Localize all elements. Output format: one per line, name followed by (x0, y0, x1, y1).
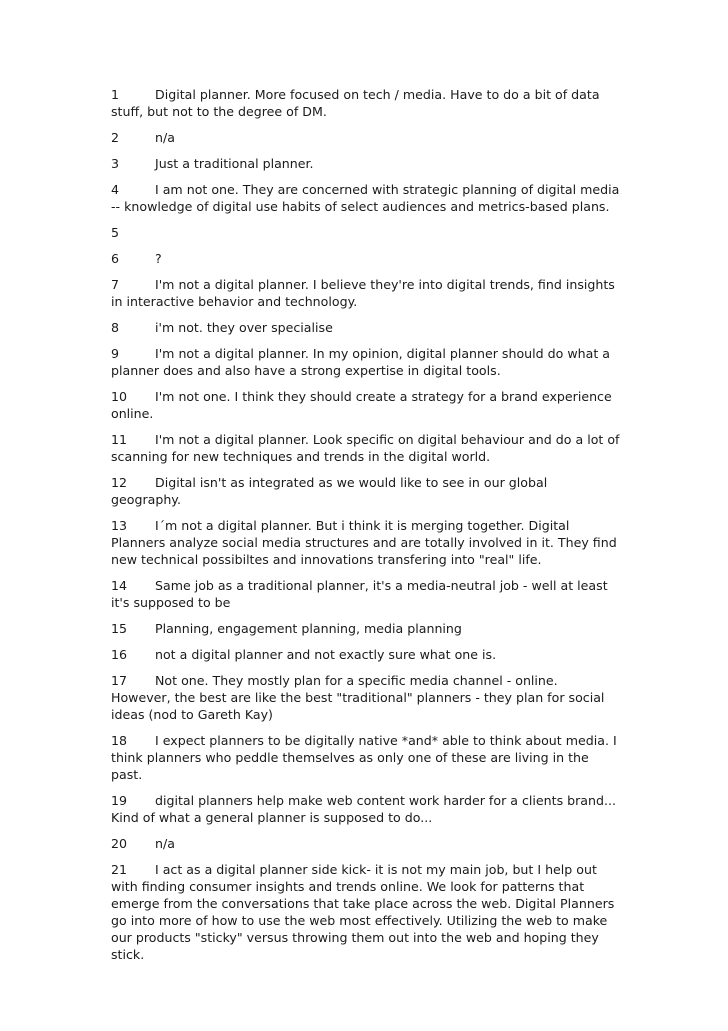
response-number: 16 (111, 647, 128, 662)
response-number: 10 (111, 389, 128, 404)
response-number: 19 (111, 793, 128, 808)
response-entry (111, 155, 621, 172)
response-text: Digital isn't as integrated as we would like to see in our global geography. (111, 475, 548, 507)
response-text: I'm not a digital planner. I believe they're into digital trends, find insights in interactive behavior and technology. (111, 277, 615, 309)
response-text: not a digital planner and not exactly sure what one is. (155, 647, 497, 662)
response-number: 14 (111, 578, 128, 593)
response-text: Just a traditional planner. (155, 156, 314, 171)
response-text: I am not one. They are concerned with strategic planning of digital media -- knowledge of digital use habits of select audiences and metrics-based plans. (111, 182, 620, 214)
response-number: 6 (111, 251, 120, 266)
response-entry (111, 792, 621, 826)
response-number: 4 (111, 182, 120, 197)
response-entry (111, 129, 621, 146)
response-number: 1 (111, 87, 120, 102)
response-entry (111, 276, 621, 310)
response-entry (111, 250, 621, 267)
response-number: 3 (111, 156, 120, 171)
response-text: I'm not a digital planner. In my opinion, digital planner should do what a planner does and also have a strong expertise in digital tools. (111, 346, 611, 378)
response-text: I expect planners to be digitally native *and* able to think about media. I think planners who peddle themselves as only one of these are living in the past. (111, 733, 617, 782)
response-entry (111, 474, 621, 508)
response-text: I act as a digital planner side kick- it is not my main job, but I help out with finding consumer insights and trends online. We look for patterns that emerge from the conversations that take place across the web. Digital Planners go into more of how to use the web most effectively. Utilizing the web to make our products "sticky" versus throwing them out into the web and hoping they stick. (111, 862, 615, 962)
response-text: I'm not one. I think they should create a strategy for a brand experience online. (111, 389, 612, 421)
response-entry (111, 646, 621, 663)
response-number: 12 (111, 475, 128, 490)
response-entry (111, 86, 621, 120)
response-number: 20 (111, 836, 128, 851)
response-entry (111, 224, 621, 241)
response-number: 18 (111, 733, 128, 748)
response-entry (111, 620, 621, 637)
response-text: Digital planner. More focused on tech / media. Have to do a bit of data stuff, but not to the degree of DM. (111, 87, 600, 119)
response-number: 9 (111, 346, 120, 361)
response-number: 7 (111, 277, 120, 292)
response-text: Not one. They mostly plan for a specific media channel - online. However, the best are like the best "traditional" planners - they plan for social ideas (nod to Gareth Kay) (111, 673, 605, 722)
response-number: 15 (111, 621, 128, 636)
response-text: i'm not. they over specialise (155, 320, 333, 335)
response-entry (111, 345, 621, 379)
response-number: 21 (111, 862, 128, 877)
response-number: 11 (111, 432, 128, 447)
response-text: Planning, engagement planning, media planning (155, 621, 462, 636)
response-entry (111, 388, 621, 422)
response-entry (111, 319, 621, 336)
response-number: 13 (111, 518, 128, 533)
response-text: Same job as a traditional planner, it's a media-neutral job - well at least it's supposed to be (111, 578, 608, 610)
response-text: digital planners help make web content work harder for a clients brand... Kind of what a general planner is supposed to do... (111, 793, 617, 825)
response-text: I'm not a digital planner. Look specific on digital behaviour and do a lot of scanning for new techniques and trends in the digital world. (111, 432, 620, 464)
response-entry (111, 835, 621, 852)
response-text: ? (155, 251, 162, 266)
response-number: 8 (111, 320, 120, 335)
response-entry (111, 732, 621, 783)
responses-list (111, 86, 621, 972)
response-number: 2 (111, 130, 120, 145)
response-entry (111, 577, 621, 611)
response-entry (111, 861, 621, 963)
response-entry (111, 431, 621, 465)
response-number: 5 (111, 225, 120, 240)
response-text: n/a (155, 130, 175, 145)
response-entry (111, 517, 621, 568)
response-text: I´m not a digital planner. But i think it is merging together. Digital Planners analyze social media structures and are totally involved in it. They find new technical possibiltes and innovations transfering into "real" life. (111, 518, 617, 567)
response-entry (111, 181, 621, 215)
response-number: 17 (111, 673, 128, 688)
response-entry (111, 672, 621, 723)
response-text: n/a (155, 836, 175, 851)
